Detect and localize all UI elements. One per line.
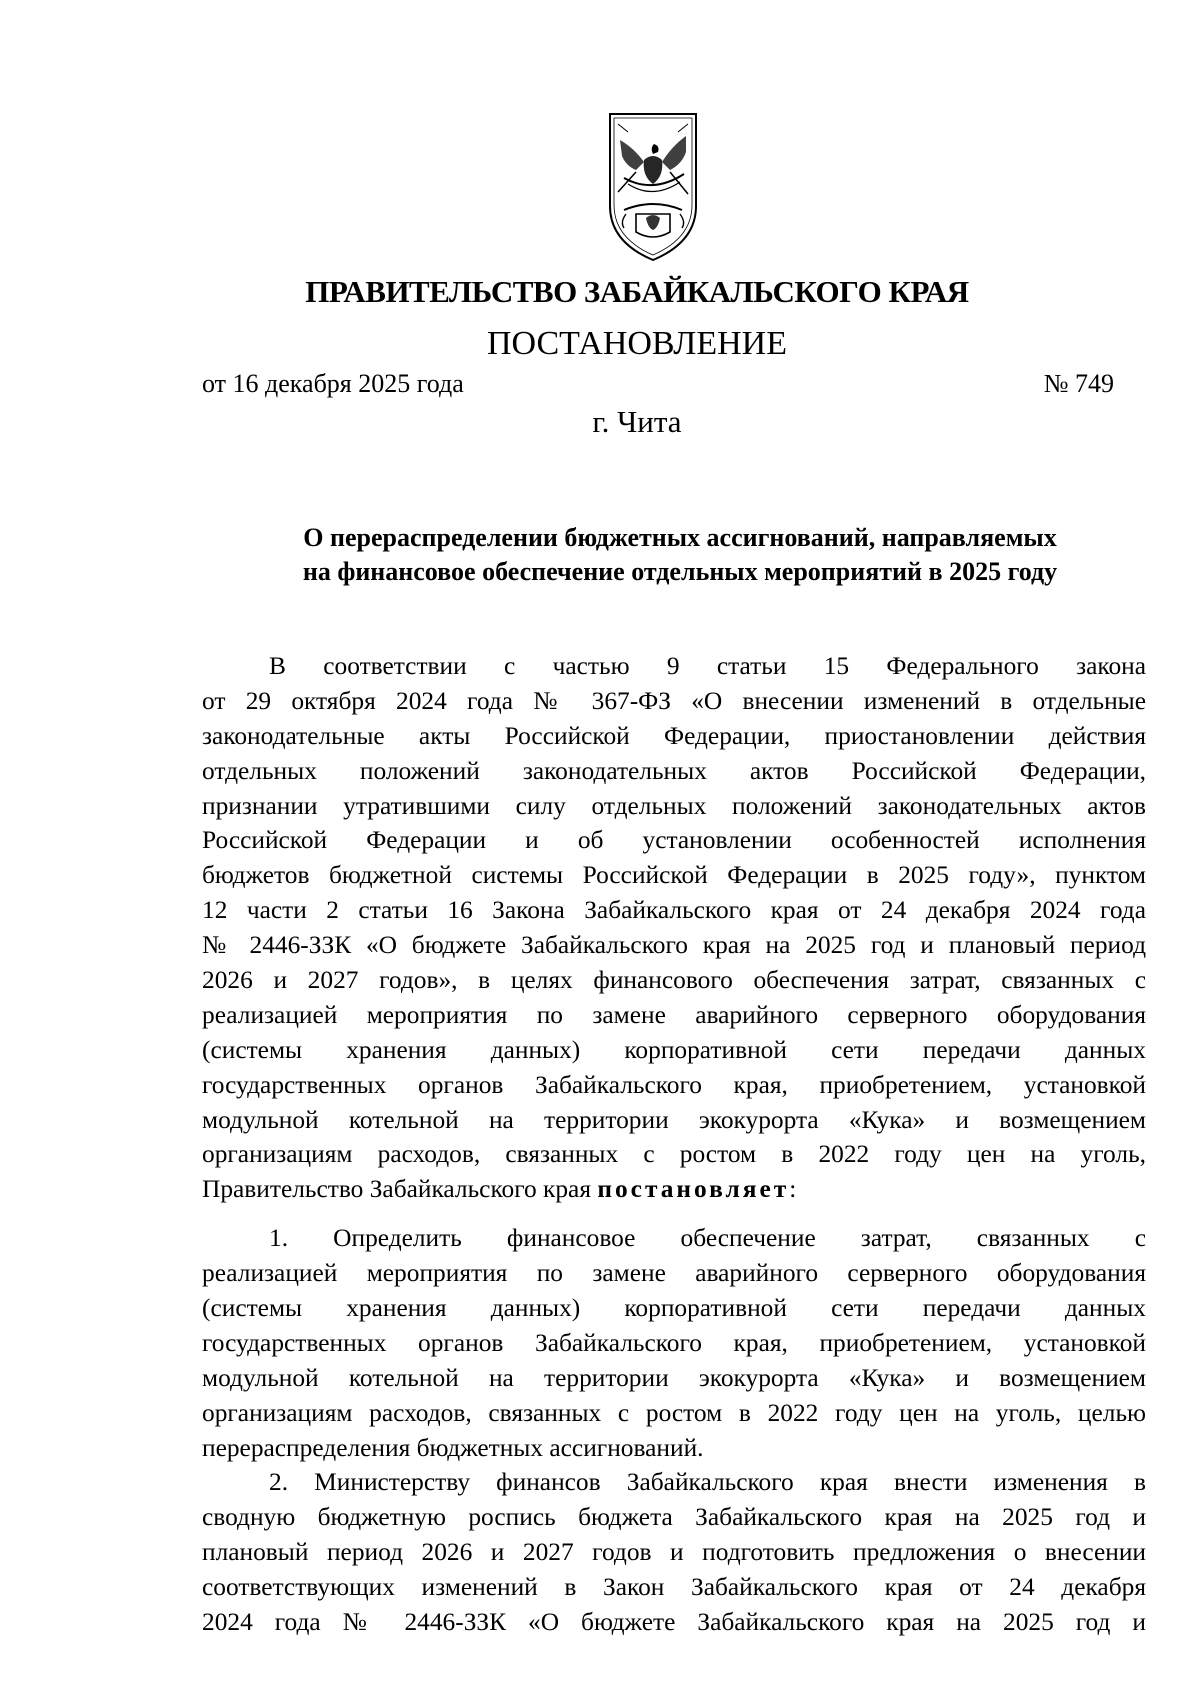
clause-2 [202, 1465, 1146, 1639]
body-line: признании утратившими силу отдельных положений законодательных актов [202, 791, 1146, 820]
body-line: 2. Министерству финансов Забайкальского края внести изменения в [269, 1468, 1146, 1497]
document-type: ПОСТАНОВЛЕНИЕ [486, 325, 788, 362]
body-line: бюджетов бюджетной системы Российской Федерации в 2025 году», пунктом [202, 861, 1146, 890]
body-line: законодательные акты Российской Федерации, приостановлении действия [202, 721, 1146, 750]
body-line: организациям расходов, связанных с ростом в 2022 году цен на уголь, [202, 1140, 1146, 1169]
decree-keyword: постановляет [597, 1175, 790, 1204]
intro-closing-text: Правительство Забайкальского края [202, 1175, 598, 1204]
document-number: № 749 [1043, 369, 1114, 398]
body-line: В соответствии с частью 9 статьи 15 Федерального закона [269, 652, 1146, 680]
body-line: модульной котельной на территории экокурорта «Кука» и возмещением [202, 1363, 1146, 1392]
body-line: перераспределения бюджетных ассигнований. [202, 1433, 704, 1462]
body-line [202, 1172, 1146, 1207]
document-date: от 16 декабря 2025 года [202, 369, 464, 398]
body-line: 1. Определить финансовое обеспечение затрат, связанных с [269, 1224, 1146, 1253]
body-line: соответствующих изменений в Закон Забайкальского края от 24 декабря [202, 1573, 1146, 1602]
body-line: 12 части 2 статьи 16 Закона Забайкальского края от 24 декабря 2024 года [202, 896, 1146, 925]
paragraph-gap [202, 1207, 1146, 1221]
document-city: г. Чита [592, 404, 682, 439]
clause-1 [202, 1221, 1146, 1465]
intro-paragraph [202, 649, 1146, 1207]
body-line: реализацией мероприятия по замене аварийного серверного оборудования [202, 1000, 1146, 1029]
body-line: сводную бюджетную роспись бюджета Забайкальского края на 2025 год и [202, 1503, 1146, 1532]
body-line: 2026 и 2027 годов», в целях финансового обеспечения затрат, связанных с [202, 966, 1146, 995]
body-line: реализацией мероприятия по замене аварийного серверного оборудования [202, 1259, 1146, 1288]
body-line: (системы хранения данных) корпоративной сети передачи данных [202, 1294, 1146, 1323]
body-line: от 29 октября 2024 года № 367-ФЗ «О внесении изменений в отдельные [202, 686, 1146, 715]
coat-of-arms-emblem [606, 110, 700, 264]
body-line: модульной котельной на территории экокурорта «Кука» и возмещением [202, 1105, 1146, 1134]
body-line: 2024 года № 2446-ЗЗК «О бюджете Забайкальского края на 2025 год и [202, 1608, 1146, 1637]
body-line: плановый период 2026 и 2027 годов и подготовить предложения о внесении [202, 1538, 1146, 1567]
document-title [240, 521, 1120, 589]
intro-closing-colon: : [789, 1175, 797, 1204]
body-line: государственных органов Забайкальского края, приобретением, установкой [202, 1328, 1146, 1357]
document-title-line: на финансовое обеспечение отдельных мероприятий в 2025 году [302, 557, 1058, 586]
body-line: Российской Федерации и об установлении особенностей исполнения [202, 826, 1146, 855]
document-body [202, 649, 1146, 1640]
organization-name: ПРАВИТЕЛЬСТВО ЗАБАЙКАЛЬСКОГО КРАЯ [305, 274, 969, 309]
body-line: государственных органов Забайкальского края, приобретением, установкой [202, 1070, 1146, 1099]
body-line: отдельных положений законодательных актов Российской Федерации, [202, 756, 1146, 785]
body-line: № 2446-ЗЗК «О бюджете Забайкальского края на 2025 год и плановый период [202, 931, 1146, 960]
body-line: (системы хранения данных) корпоративной сети передачи данных [202, 1035, 1146, 1064]
body-line: организациям расходов, связанных с ростом в 2022 году цен на уголь, целью [202, 1398, 1146, 1427]
document-title-line: О перераспределении бюджетных ассигнований, направляемых [303, 523, 1057, 552]
